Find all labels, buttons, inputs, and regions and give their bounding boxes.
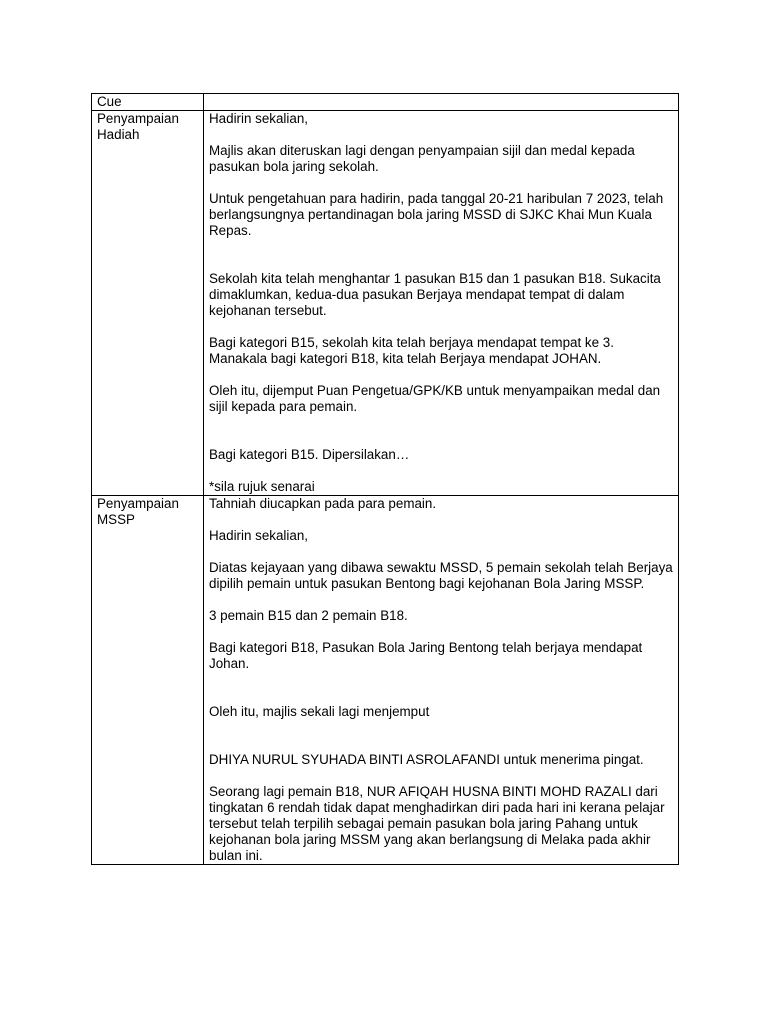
cue-label: Penyampaian Hadiah [92, 111, 204, 496]
script-cell [204, 496, 679, 865]
paragraph: Diatas kejayaan yang dibawa sewaktu MSSD, 5 pemain sekolah telah Berjaya dipilih pemain untuk pasukan Bentong bagi kejohanan Bola Jaring MSSP. [209, 560, 673, 591]
paragraph: Tahniah diucapkan pada para pemain. [209, 496, 437, 511]
paragraph: Hadirin sekalian, [209, 528, 308, 543]
cue-label: Penyampaian MSSP [92, 496, 204, 865]
cue-header: Cue [92, 94, 204, 111]
paragraph: Majlis akan diteruskan lagi dengan penyampaian sijil dan medal kepada pasukan bola jaring sekolah. [209, 143, 635, 174]
table-header-row [92, 94, 679, 111]
paragraph: Bagi kategori B15. Dipersilakan… [209, 447, 410, 462]
paragraph: Untuk pengetahuan para hadirin, pada tanggal 20-21 haribulan 7 2023, telah berlangsungnya pertandinagan bola jaring MSSD di SJKC Khai Mun Kuala Repas. [209, 191, 664, 238]
paragraph: Bagi kategori B18, Pasukan Bola Jaring Bentong telah berjaya mendapat Johan. [209, 640, 643, 671]
paragraph: Sekolah kita telah menghantar 1 pasukan B15 dan 1 pasukan B18. Sukacita dimaklumkan, kedua-dua pasukan Berjaya mendapat tempat di dalam kejohanan tersebut. [209, 271, 661, 318]
paragraph: Hadirin sekalian, [209, 111, 308, 126]
paragraph: Oleh itu, majlis sekali lagi menjemput [209, 704, 430, 719]
paragraph: DHIYA NURUL SYUHADA BINTI ASROLAFANDI untuk menerima pingat. [209, 752, 644, 767]
paragraph: Seorang lagi pemain B18, NUR AFIQAH HUSNA BINTI MOHD RAZALI dari tingkatan 6 rendah tidak dapat menghadirkan diri pada hari ini kerana pelajar tersebut telah terpilih sebagai pemain pasukan bola jaring Pahang untuk kejohanan bola jaring MSSM yang akan berlangsung di Melaka pada akhir bulan ini. [209, 784, 665, 863]
paragraph: Oleh itu, dijemput Puan Pengetua/GPK/KB untuk menyampaikan medal dan sijil kepada para pemain. [209, 383, 661, 414]
table-row [92, 111, 679, 496]
script-table [91, 93, 679, 865]
table-row [92, 496, 679, 865]
paragraph: 3 pemain B15 dan 2 pemain B18. [209, 608, 408, 623]
content-header [204, 94, 679, 111]
paragraph: *sila rujuk senarai [209, 479, 315, 494]
paragraph: Bagi kategori B15, sekolah kita telah berjaya mendapat tempat ke 3. Manakala bagi kategori B18, kita telah Berjaya mendapat JOHAN. [209, 335, 614, 366]
script-cell [204, 111, 679, 496]
